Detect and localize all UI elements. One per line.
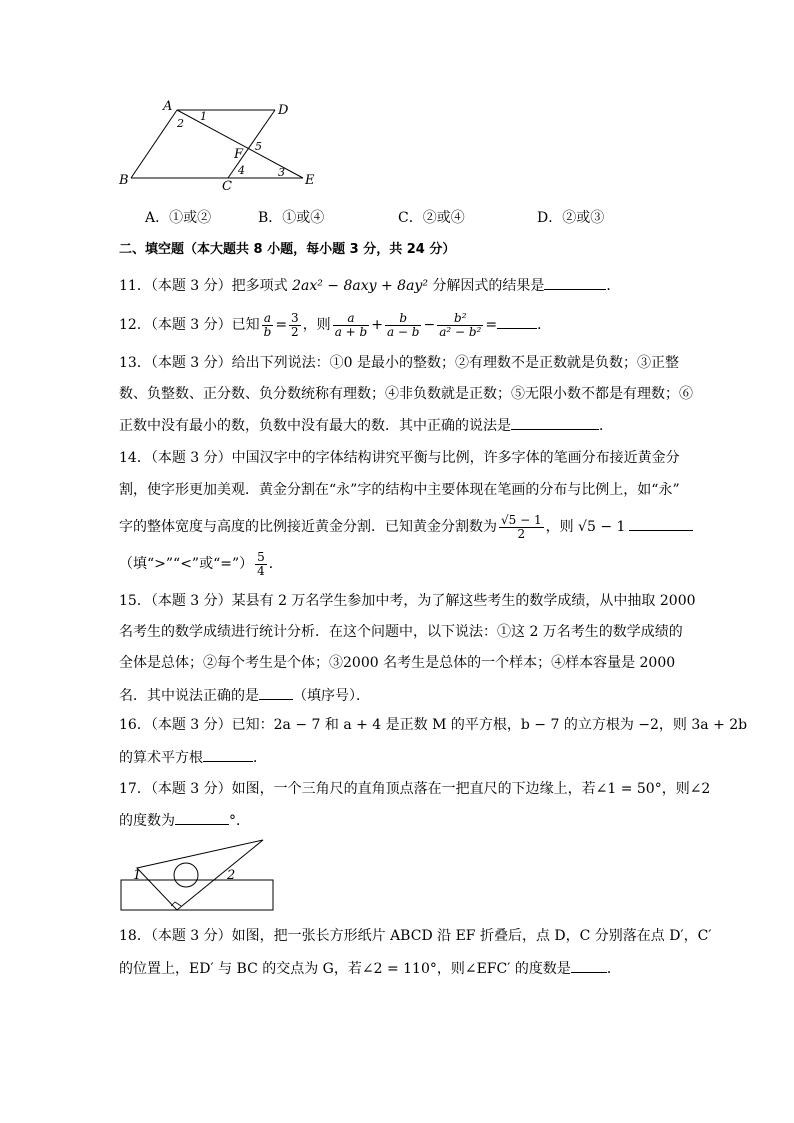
q14-line-1: 14．（本题 3 分）中国汉字中的字体结构讲究平衡与比例，许多字体的笔画分布接近黄金分 xyxy=(119,450,680,466)
option-c xyxy=(398,207,465,227)
q12-plus: + xyxy=(371,317,383,333)
question-11 xyxy=(119,275,620,295)
q14-frac-5-4 xyxy=(255,551,267,578)
q18-end: ． xyxy=(606,961,621,977)
option-a xyxy=(145,207,211,227)
q12-frac-5 xyxy=(437,312,483,339)
option-a-letter: A． xyxy=(145,210,170,226)
q12-frac-3 xyxy=(333,312,370,339)
q16-answer-blank[interactable] xyxy=(203,747,253,762)
q13-line-2: 数、负整数、正分数、负分数统称有理数；④非负数就是正数；⑤无限小数不都是有理数；⑥ xyxy=(119,386,693,402)
angle-5: 5 xyxy=(255,140,262,153)
q12-eq2: = xyxy=(485,317,498,333)
option-d-text: ②或③ xyxy=(562,210,605,226)
option-b xyxy=(258,207,324,227)
q14-frac2-num: 5 xyxy=(257,549,265,564)
q15-line-4-end: （填序号）． xyxy=(293,688,370,704)
angle-4: 4 xyxy=(238,164,245,177)
option-a-text: ①或② xyxy=(169,210,212,226)
q12-frac-a-b xyxy=(262,312,274,339)
q14-line-3 xyxy=(119,511,693,543)
q15-line-4-text: 名．其中说法正确的是 xyxy=(119,688,259,704)
q14-end: ． xyxy=(268,556,283,572)
q18-line-1: 18．（本题 3 分）如图，把一张长方形纸片 ABCD 沿 EF 折叠后，点 D，C 分别落在点 D′，C′ xyxy=(119,928,712,944)
q11-answer-blank[interactable] xyxy=(544,275,606,290)
label-E: E xyxy=(305,173,315,188)
q18-line-2-text: 的位置上，ED′ 与 BC 的交点为 G，若∠2 = 110°，则∠EFC′ 的度数是 xyxy=(119,961,571,977)
q11-polynomial: 2ax² − 8axy + 8ay² xyxy=(292,278,428,294)
q12-f5-den: a² − b² xyxy=(439,324,482,339)
q15-line-3: 全体是总体；②每个考生是个体；③2000 名考生是总体的一个样本；④样本容量是 2000 xyxy=(119,655,676,671)
q17-line-2 xyxy=(119,810,250,830)
q14-line-4 xyxy=(119,548,283,580)
q13-answer-blank[interactable] xyxy=(511,415,599,430)
ruler-triangle-figure xyxy=(115,838,280,914)
q13-end: ． xyxy=(599,418,613,434)
q14-frac2-den: 4 xyxy=(257,563,265,578)
section-heading: 二、填空题（本大题共 8 小题，每小题 3 分，共 24 分） xyxy=(119,242,456,257)
q14-line-4-text: （填“>”“<”或“=”） xyxy=(119,556,254,572)
q13-line-1: 13．（本题 3 分）给出下列说法：①0 是最小的整数；②有理数不是正数就是负数；③正整 xyxy=(119,355,679,371)
triangle xyxy=(137,840,263,910)
label-C: C xyxy=(222,179,232,190)
q14-answer-blank[interactable] xyxy=(629,516,693,531)
q11-end: ． xyxy=(606,278,621,294)
option-c-letter: C． xyxy=(398,210,423,226)
q17-end: °． xyxy=(229,813,250,829)
q12-answer-blank[interactable] xyxy=(497,314,537,329)
q13-line-3-text: 正数中没有最小的数，负数中没有最大的数．其中正确的说法是 xyxy=(119,418,511,434)
q15-line-1: 15．（本题 3 分）某县有 2 万名学生参加中考，为了解这些考生的数学成绩，从中抽取 2000 xyxy=(119,593,696,609)
q17-answer-blank[interactable] xyxy=(175,810,229,825)
q14-line-3-text: 字的整体宽度与高度的比例接近黄金分割．已知黄金分割数为 xyxy=(119,519,497,535)
angle-1: 1 xyxy=(200,110,207,123)
q11-suffix: 分解因式的结果是 xyxy=(427,278,545,294)
option-b-text: ①或④ xyxy=(282,210,325,226)
q16-end: ． xyxy=(253,750,267,766)
q12-f5-num: b² xyxy=(437,312,483,326)
q14-golden-ratio xyxy=(499,514,544,541)
q14-line-2: 割，使字形更加美观．黄金分割在“永”字的结构中主要体现在笔画的分布与比例上，如“永” xyxy=(119,482,680,498)
option-d xyxy=(537,207,604,227)
q12-prefix: 12．（本题 3 分）已知 xyxy=(119,317,260,333)
q18-answer-blank[interactable] xyxy=(571,958,607,973)
q14-frac-den: 2 xyxy=(517,526,526,541)
q12-frac-3-2 xyxy=(289,312,301,339)
q12-minus: − xyxy=(423,317,436,333)
q15-line-2: 名考生的数学成绩进行统计分析．在这个问题中，以下说法：①这 2 万名考生的数学成绩的 xyxy=(119,624,683,640)
q14-expression: ，则 √5 − 1 xyxy=(545,519,626,535)
q12-mid: ，则 xyxy=(302,317,331,333)
q12-f4-den: a − b xyxy=(386,324,420,339)
q12-f1-den: b xyxy=(263,324,272,339)
q12-frac-4 xyxy=(385,312,422,339)
q16-line-1: 16．（本题 3 分）已知：2a − 7 和 a + 4 是正数 M 的平方根，b − 7 的立方根为 −2，则 3a + 2b xyxy=(119,717,748,733)
label-D: D xyxy=(278,103,289,118)
option-c-text: ②或④ xyxy=(422,210,465,226)
parallelogram-figure xyxy=(115,98,325,190)
q12-f3-den: a + b xyxy=(334,324,368,339)
label-F: F xyxy=(234,147,244,162)
q16-line-2 xyxy=(119,747,267,767)
option-b-letter: B． xyxy=(258,210,283,226)
q12-f3-num: a xyxy=(333,312,370,326)
q12-f2-den: 2 xyxy=(291,324,299,339)
question-12 xyxy=(119,310,551,340)
q14-frac-num: √5 − 1 xyxy=(501,512,542,527)
label-B: B xyxy=(119,173,129,188)
label-A: A xyxy=(163,99,173,114)
angle-2: 2 xyxy=(177,117,184,130)
option-d-letter: D． xyxy=(537,210,563,226)
q12-f4-num: b xyxy=(385,312,422,326)
q11-prefix: 11．（本题 3 分）把多项式 xyxy=(119,278,293,294)
q12-f1-num: a xyxy=(262,312,274,326)
q15-line-4 xyxy=(119,685,370,705)
angle-label-2: 2 xyxy=(227,868,236,883)
q17-line-2-text: 的度数为 xyxy=(119,813,175,829)
q12-end: ． xyxy=(537,317,552,333)
angle-3: 3 xyxy=(278,166,285,179)
q12-f2-num: 3 xyxy=(291,310,299,325)
q17-line-1: 17．（本题 3 分）如图，一个三角尺的直角顶点落在一把直尺的下边缘上，若∠1 = 50°，则∠2 xyxy=(119,781,711,797)
q15-answer-blank[interactable] xyxy=(259,685,293,700)
q18-line-2 xyxy=(119,958,621,978)
angle-label-1: 1 xyxy=(133,868,142,883)
q12-eq1: = xyxy=(275,317,288,333)
q13-line-3 xyxy=(119,415,613,435)
q16-line-2-text: 的算术平方根 xyxy=(119,750,203,766)
